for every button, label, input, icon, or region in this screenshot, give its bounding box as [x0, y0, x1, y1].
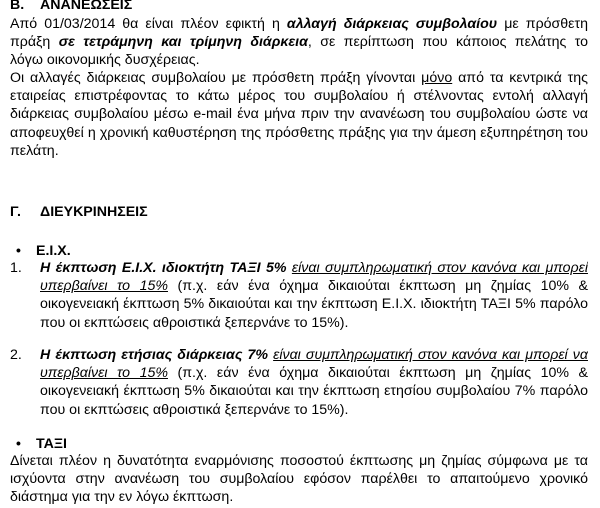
section-b-heading [10, 0, 132, 14]
item-underlined-text: είναι συμπληρωματική στον κανόνα και μπορεί [291, 260, 588, 276]
item-bold-lead: Η έκπτωση ετήσιας διάρκειας 7% [40, 347, 269, 363]
text-run: , σε περίπτωση που κάποιος πελάτης το [307, 34, 588, 51]
bullet-eix [16, 241, 71, 260]
numbered-item-1 [10, 259, 588, 332]
section-b-letter: Β. [10, 0, 25, 13]
item-body [40, 259, 588, 332]
section-g-heading [10, 203, 148, 221]
bullet-taxi [16, 434, 67, 453]
text-run: (π.χ. εάν ένα όχημα δικαιούται έκπτωση μη ζημίας 10% & [167, 278, 588, 295]
paragraph-line [10, 33, 588, 51]
bullet-taxi-label: ΤΑΞΙ [36, 436, 67, 452]
numbered-item-2 [10, 346, 588, 419]
section-g-title: ΔΙΕΥΚΡΙΝΗΣΕΙΣ [40, 204, 148, 220]
text-run: με πρόσθετη [497, 16, 588, 32]
item-number: 1. [10, 260, 22, 276]
text-run: από τα κεντρικά της [452, 70, 588, 86]
paragraph-line: που οι εκπτώσεις αθροιστικά ξεπερνάνε το 15%). [40, 401, 349, 418]
underlined-only: μόνο [421, 70, 453, 86]
taxi-paragraph [10, 452, 588, 507]
bullet-icon: • [16, 435, 21, 451]
text-run: Από 01/03/2014 θα είναι πλέον εφικτή η [10, 16, 287, 32]
bullet-eix-label: Ε.Ι.Χ. [36, 243, 71, 259]
emphasis-four-three-month: σε τετράμηνη και τρίμηνη διάρκεια [58, 34, 308, 51]
paragraph-line [40, 346, 588, 364]
item-underlined-text: είναι συμπληρωματική στον κανόνα και μπορεί να [273, 347, 588, 363]
paragraph-line: διάστημα για την εν λόγω έκπτωση. [10, 489, 234, 506]
paragraph-line: εταιρείας επιστρέφοντας το κάτω μέρος του συμβολαίου ή στέλνοντας εντολή αλλαγή [10, 88, 588, 105]
paragraph-line: που οι εκπτώσεις αθροιστικά ξεπερνάνε το 15%). [40, 314, 349, 331]
paragraph-line: οικογενειακή έκπτωση 5% δικαιούται και την έκπτωση ετησίου συμβολαίου 7% παρόλο [40, 383, 588, 400]
renewals-paragraph-2 [10, 69, 588, 160]
section-g-letter: Γ. [10, 204, 21, 220]
paragraph-line: οικογενειακή έκπτωση 5% δικαιούται και την έκπτωση Ε.Ι.Χ. ιδιοκτήτη ΤΑΞΙ 5% παρόλο [40, 296, 588, 313]
text-run: Οι αλλαγές διάρκειας συμβολαίου με πρόσθετη πράξη γίνονται [10, 70, 422, 86]
item-number: 2. [10, 347, 22, 363]
section-b-title: ΑΝΑΝΕΩΣΕΙΣ [40, 0, 133, 13]
renewals-paragraph-1 [10, 15, 588, 70]
paragraph-line: Δίνεται πλέον η δυνατότητα εναρμόνισης ποσοστού έκπτωσης μη ζημίας σύμφωνα με τα [10, 453, 588, 469]
paragraph-line [10, 69, 588, 87]
paragraph-line [40, 277, 588, 295]
paragraph-line: πελάτη. [10, 142, 59, 159]
paragraph-line [10, 15, 588, 33]
item-body [40, 346, 588, 419]
text-run: πράξη [10, 34, 59, 51]
paragraph-line [40, 364, 588, 382]
paragraph-line: λόγω οικονομικής δυσχέρειας. [10, 52, 200, 69]
paragraph-line: ισχύοντα στην ανανέωση του συμβολαίου εφόσον παρέλθει το απαιτούμενο χρονικό [10, 471, 588, 488]
item-underlined-text: υπερβαίνει το 15% [40, 365, 168, 382]
paragraph-line: αποφευχθεί η χρονική καθυστέρηση της πρόσθετης πράξης για την άμεση εξυπηρέτηση του [10, 124, 588, 141]
text-run: (π.χ. εάν ένα όχημα δικαιούται έκπτωση μη ζημίας 10% & [167, 365, 588, 382]
bullet-icon: • [16, 242, 21, 258]
paragraph-line [40, 259, 588, 277]
paragraph-line: διάρκειας συμβολαίου μέσω e-mail ένα μήνα πριν την ανανέωση του συμβολαίου ώστε να [10, 106, 588, 123]
item-bold-lead: Η έκπτωση Ε.Ι.Χ. ιδιοκτήτη ΤΑΞΙ 5% [40, 260, 287, 276]
emphasis-duration-change: αλλαγή διάρκειας συμβολαίου [286, 16, 498, 32]
item-underlined-text: υπερβαίνει το 15% [40, 278, 168, 295]
